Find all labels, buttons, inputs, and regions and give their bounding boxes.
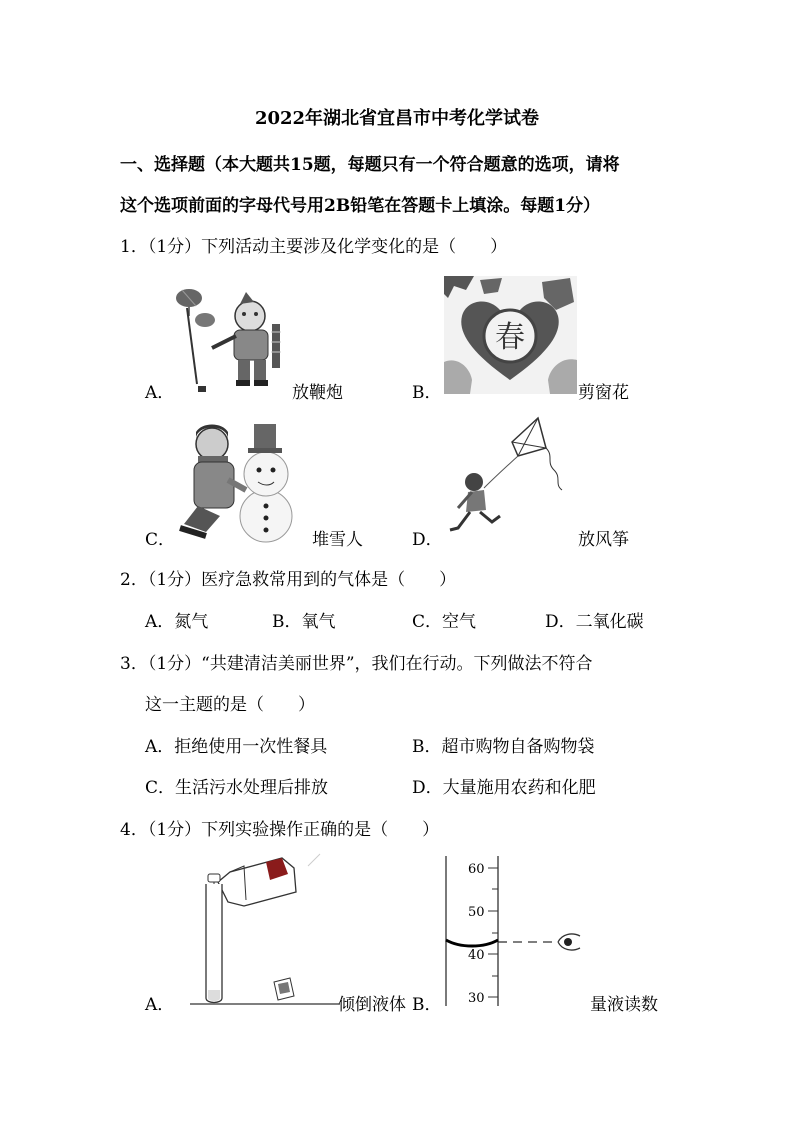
paper-cut-image	[444, 276, 577, 394]
q3-option-d-letter: D．	[412, 778, 443, 798]
q3-option-a	[145, 732, 327, 757]
q2-option-d-text: 二氧化碳	[575, 612, 644, 632]
q2-option-c-letter: C．	[412, 612, 443, 632]
q2-option-b	[272, 607, 336, 632]
q3-option-d-text: 大量施用农药和化肥	[442, 778, 596, 798]
q1-option-d-letter: D．	[412, 530, 443, 550]
q2-option-d-letter: D．	[545, 612, 576, 632]
tick-50: 50	[468, 905, 485, 920]
q1-option-d-text: 放风筝	[578, 530, 629, 550]
q3-option-b	[412, 732, 595, 757]
q3-option-a-letter: A．	[145, 737, 175, 757]
q1-stem: 1．（1分）下列活动主要涉及化学变化的是（ ）	[120, 237, 508, 257]
q4-stem: 4．（1分）下列实验操作正确的是（ ）	[120, 820, 440, 840]
q3-option-d	[412, 773, 596, 798]
q2-stem: 2．（1分）医疗急救常用到的气体是（ ）	[120, 570, 457, 590]
q2-option-a-letter: A．	[145, 612, 175, 632]
q2-option-a-text: 氮气	[174, 612, 209, 632]
tick-60: 60	[468, 862, 485, 877]
q4-option-b-text: 量液读数	[590, 995, 658, 1015]
exam-title: 2022年湖北省宜昌市中考化学试卷	[254, 108, 540, 129]
q1-option-b-letter: B．	[412, 383, 442, 403]
graduated-cylinder-diagram	[440, 856, 590, 1006]
q2-option-c-text: 空气	[442, 612, 477, 632]
q1-option-c-text: 堆雪人	[312, 530, 363, 550]
pouring-liquid-diagram	[190, 852, 340, 1010]
section-heading-line1: 一、选择题（本大题共15题，每题只有一个符合题意的选项，请将	[120, 155, 620, 175]
q2-option-c	[412, 607, 476, 632]
tick-40: 40	[468, 948, 485, 963]
q2-option-d	[545, 607, 644, 632]
q1-option-a-text: 放鞭炮	[292, 383, 343, 403]
q3-stem-line2: 这一主题的是（ ）	[145, 695, 315, 715]
firecracker-boy-image	[172, 276, 292, 396]
snowman-image	[176, 420, 310, 542]
tick-30: 30	[468, 991, 485, 1006]
section-heading-line2: 这个选项前面的字母代号用2B铅笔在答题卡上填涂。每题1分）	[120, 196, 601, 216]
q2-option-a	[145, 607, 208, 632]
q3-option-b-letter: B．	[412, 737, 442, 757]
q1-option-a-letter: A．	[145, 383, 175, 403]
paper-cut-character: 春	[495, 320, 525, 355]
q4-option-b-letter: B．	[412, 995, 442, 1015]
q2-option-b-text: 氧气	[301, 612, 336, 632]
q4-option-a-letter: A．	[145, 995, 175, 1015]
q3-option-c-letter: C．	[145, 778, 176, 798]
q3-stem-line1: 3．（1分）“共建清洁美丽世界”，我们在行动。下列做法不符合	[120, 654, 593, 674]
q3-option-a-text: 拒绝使用一次性餐具	[174, 737, 328, 757]
q3-option-b-text: 超市购物自备购物袋	[441, 737, 595, 757]
q4-option-a-text: 倾倒液体	[338, 995, 406, 1015]
kite-girl-image	[446, 416, 578, 542]
q3-option-c	[145, 773, 328, 798]
q2-option-b-letter: B．	[272, 612, 302, 632]
q1-option-b-text: 剪窗花	[578, 383, 629, 403]
q1-option-c-letter: C．	[145, 530, 176, 550]
q3-option-c-text: 生活污水处理后排放	[175, 778, 329, 798]
